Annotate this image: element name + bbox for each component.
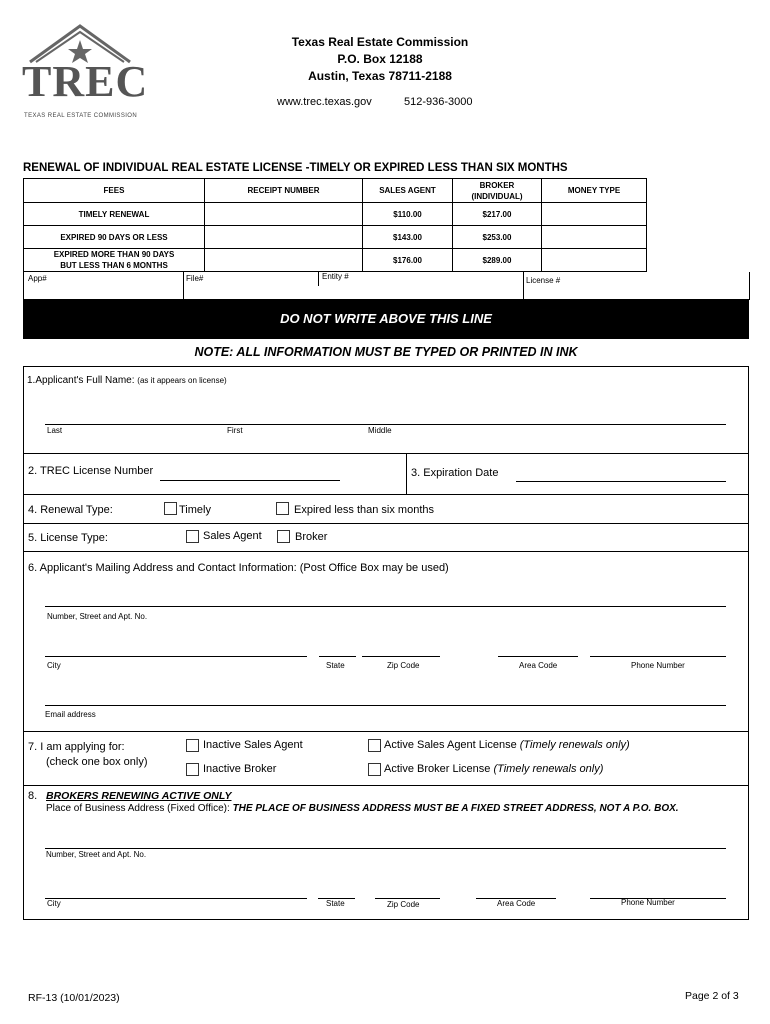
agency-phone: 512-936-3000 [404,96,473,108]
full-name-hint: (as it appears on license) [137,376,227,385]
mailing-address-label: 6. Applicant's Mailing Address and Contact Information: (Post Office Box may be used) [28,562,449,574]
fee-row-label: TIMELY RENEWAL [24,203,205,226]
broker-header-line1: BROKER [479,180,515,190]
timely-option-label: Timely [179,504,211,516]
active-broker-label [384,763,603,775]
city-state-zip: Austin, Texas 78711-2188 [308,69,452,83]
city-caption: City [47,661,61,670]
logo-wordmark: TREC [22,57,149,106]
do-not-write-banner: DO NOT WRITE ABOVE THIS LINE [23,299,749,339]
full-name-label [27,375,227,386]
phone-number-field[interactable] [590,656,726,657]
fee-row [24,203,647,226]
money-cell [542,203,647,226]
fee-row [24,249,647,272]
fee-row [24,226,647,249]
active-broker-checkbox[interactable] [368,763,381,776]
entity-number-label: Entity # [322,272,349,281]
applying-for-hint: (check one box only) [46,756,148,768]
business-address-text: Place of Business Address (Fixed Office): [46,803,233,814]
city-caption: City [47,899,61,908]
receipt-cell [205,249,363,272]
license-number-label: License # [526,276,561,285]
inactive-sales-agent-label: Inactive Sales Agent [203,739,303,751]
broker-checkbox[interactable] [277,530,290,543]
app-number-label: App# [28,274,47,283]
receipt-cell [205,226,363,249]
office-use-row [23,272,750,300]
agency-address [280,34,480,85]
street-caption: Number, Street and Apt. No. [46,850,147,859]
area-code-caption: Area Code [497,899,536,908]
business-address-label [46,803,679,814]
divider [23,785,748,786]
full-name-field[interactable] [45,424,726,425]
license-number-field[interactable] [160,480,340,481]
timely-only-note: (Timely renewals only) [493,763,604,775]
divider [318,272,319,286]
receipt-cell [205,203,363,226]
renewal-type-label: 4. Renewal Type: [28,504,113,516]
state-caption: State [326,899,345,908]
applying-for-label: 7. I am applying for: [28,741,125,753]
phone-caption: Phone Number [621,898,675,907]
divider [23,453,748,454]
mailing-zip-field[interactable] [362,656,440,657]
inactive-sales-agent-checkbox[interactable] [186,739,199,752]
middle-name-caption: Middle [368,426,392,435]
active-sales-agent-label [384,739,630,751]
expired-checkbox[interactable] [276,502,289,515]
expired-option-label: Expired less than six months [294,504,435,516]
file-number-label: File# [186,274,204,283]
sales-fee: $110.00 [363,203,453,226]
ink-note: NOTE: ALL INFORMATION MUST BE TYPED OR PRINTED IN INK [194,345,578,359]
business-city-field[interactable] [45,898,307,899]
logo-subtitle: TEXAS REAL ESTATE COMMISSION [24,113,138,119]
first-name-caption: First [227,426,243,435]
money-type-header: MONEY TYPE [542,179,647,203]
area-code-field[interactable] [498,656,578,657]
form-id: RF-13 (10/01/2023) [28,992,120,1004]
business-zip-field[interactable] [375,898,440,899]
money-cell [542,226,647,249]
money-cell [542,249,647,272]
sales-agent-checkbox[interactable] [186,530,199,543]
expiration-date-field[interactable] [516,481,726,482]
timely-checkbox[interactable] [164,502,177,515]
fee-row-label: EXPIRED 90 DAYS OR LESS [24,226,205,249]
full-name-label-text: 1.Applicant's Full Name: [27,375,135,386]
email-field[interactable] [45,705,726,706]
mailing-city-field[interactable] [45,656,307,657]
broker-fee: $289.00 [453,249,542,272]
agency-name: Texas Real Estate Commission [291,35,469,49]
broker-fee: $253.00 [453,226,542,249]
divider [23,494,748,495]
fee-row-label-line2: BUT LESS THAN 6 MONTHS [60,261,168,270]
brokers-active-heading: BROKERS RENEWING ACTIVE ONLY [46,790,232,802]
sales-fee: $143.00 [363,226,453,249]
broker-header [453,179,542,203]
business-street-field[interactable] [45,848,726,849]
zip-caption: Zip Code [387,661,420,670]
divider [183,272,184,299]
zip-caption: Zip Code [387,900,420,909]
email-caption: Email address [45,710,96,719]
po-box: P.O. Box 12188 [337,52,423,66]
fees-header: FEES [24,179,205,203]
receipt-header: RECEIPT NUMBER [205,179,363,203]
mailing-street-field[interactable] [45,606,726,607]
timely-only-note: (Timely renewals only) [519,739,630,751]
sales-agent-option-label: Sales Agent [203,530,262,542]
area-code-caption: Area Code [519,661,558,670]
fixed-address-warning: THE PLACE OF BUSINESS ADDRESS MUST BE A FIXED STREET ADDRESS, NOT A P.O. BOX. [232,803,679,814]
inactive-broker-label: Inactive Broker [203,763,277,775]
inactive-broker-checkbox[interactable] [186,763,199,776]
broker-header-line2: (INDIVIDUAL) [471,191,523,201]
street-caption: Number, Street and Apt. No. [47,612,148,621]
divider [23,523,748,524]
active-broker-text: Active Broker License [384,763,491,775]
expiration-date-label: 3. Expiration Date [411,467,499,479]
divider [23,551,748,552]
fee-row-label [24,249,205,272]
divider [523,272,524,299]
website-link[interactable]: www.trec.texas.gov [277,96,372,108]
license-number-label: 2. TREC License Number [28,465,154,477]
sales-agent-header: SALES AGENT [363,179,453,203]
form-title: RENEWAL OF INDIVIDUAL REAL ESTATE LICENSE -TIMELY OR EXPIRED LESS THAN SIX MONTHS [23,162,568,174]
broker-fee: $217.00 [453,203,542,226]
fee-table [23,178,647,272]
applicant-form [23,366,749,920]
broker-option-label: Broker [295,531,328,543]
phone-caption: Phone Number [631,661,685,670]
section-8-number: 8. [28,790,38,802]
license-type-label: 5. License Type: [28,532,108,544]
state-caption: State [326,661,345,670]
divider [406,453,407,494]
sales-fee: $176.00 [363,249,453,272]
mailing-state-field[interactable] [319,656,356,657]
fee-row-label-line1: EXPIRED MORE THAN 90 DAYS [53,250,175,259]
last-name-caption: Last [47,426,63,435]
divider [23,731,748,732]
active-sales-agent-text: Active Sales Agent License [384,739,517,751]
active-sales-agent-checkbox[interactable] [368,739,381,752]
page-number: Page 2 of 3 [685,990,739,1002]
